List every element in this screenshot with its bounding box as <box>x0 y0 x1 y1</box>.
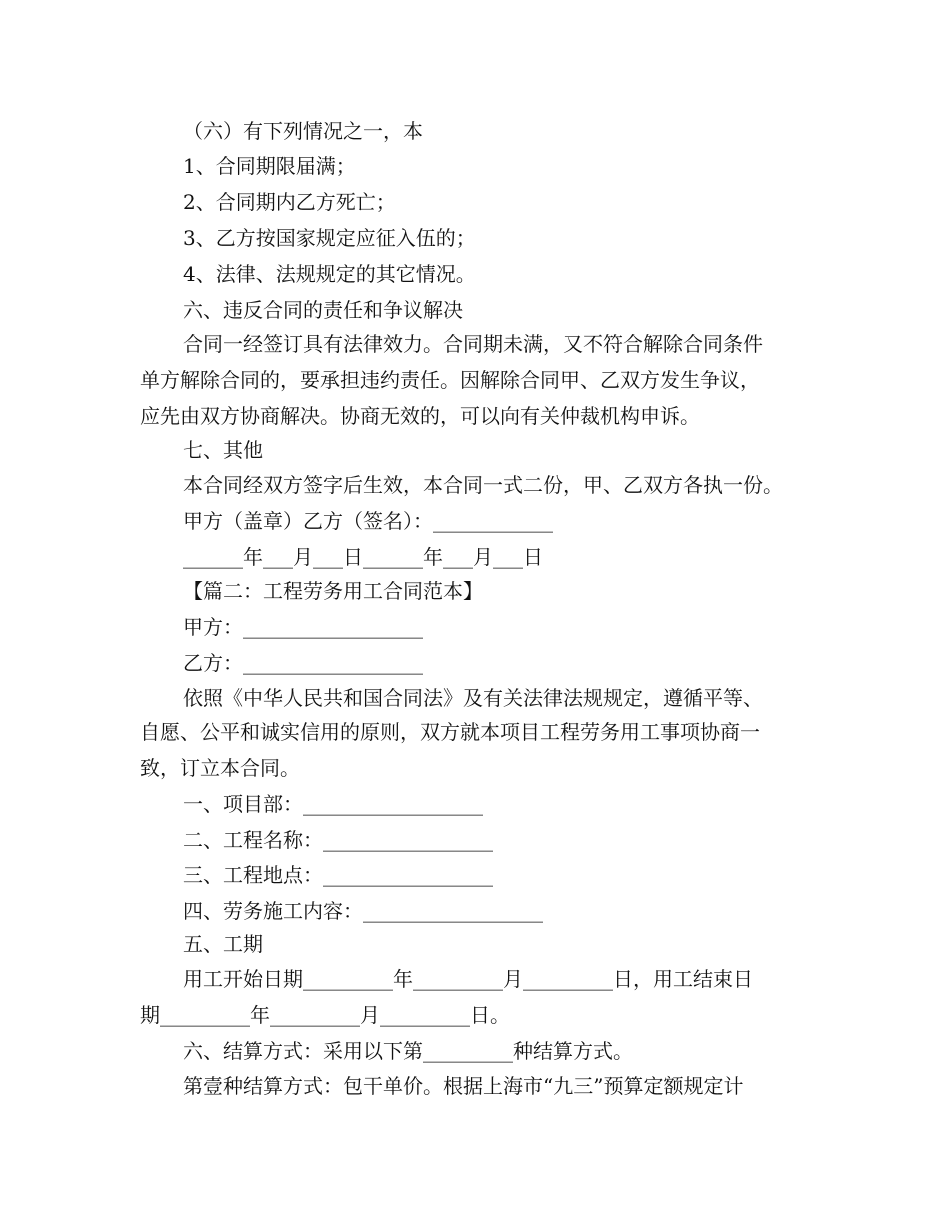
paragraph-line: 单方解除合同的，要承担违约责任。因解除合同甲、乙双方发生争议， <box>140 368 760 392</box>
paragraph-line: 合同一经签订具有法律效力。合同期未满，又不符合解除合同条件 <box>183 332 763 356</box>
signature-line: 甲方（盖章）乙方（签名）：____________ <box>183 509 553 533</box>
project-dept-field: 一、项目部：__________________ <box>183 792 483 816</box>
project-name-field: 二、工程名称：_________________ <box>183 828 493 852</box>
paragraph-line: 自愿、公平和诚实信用的原则，双方就本项目工程劳务用工事项协商一 <box>140 720 760 744</box>
period-heading: 五、工期 <box>183 932 263 956</box>
project-location-field: 三、工程地点：_________________ <box>183 863 493 887</box>
settlement-heading: 六、结算方式：采用以下第_________种结算方式。 <box>183 1039 633 1063</box>
list-item-3: 3、乙方按国家规定应征入伍的； <box>183 226 476 250</box>
chapter-title: 【篇二：工程劳务用工合同范本】 <box>183 579 483 603</box>
paragraph-line: 应先由双方协商解决。协商无效的，可以向有关仲裁机构申诉。 <box>140 404 700 428</box>
section-6-heading: 六、违反合同的责任和争议解决 <box>183 298 463 322</box>
labor-content-field: 四、劳务施工内容：__________________ <box>183 899 543 923</box>
paragraph-line: 依照《中华人民共和国合同法》及有关法律法规规定，遵循平等、 <box>183 686 763 710</box>
date-line: ______年___月___日______年___月___日 <box>183 545 543 569</box>
paragraph-line: 本合同经双方签字后生效，本合同一式二份，甲、乙双方各执一份。 <box>183 473 783 497</box>
section-7-heading: 七、其他 <box>183 438 263 462</box>
paragraph-line: 致，订立本合同。 <box>140 756 300 780</box>
party-b-line: 乙方：__________________ <box>183 651 423 675</box>
list-item-2: 2、合同期内乙方死亡； <box>183 190 396 214</box>
period-end-line: 期_________年_________月_________日。 <box>140 1003 510 1027</box>
party-a-line: 甲方：__________________ <box>183 615 423 639</box>
list-item-4: 4、法律、法规规定的其它情况。 <box>183 262 476 286</box>
period-start-line: 用工开始日期_________年_________月_________日，用工结束日 <box>183 967 753 991</box>
list-item-1: 1、合同期限届满； <box>183 154 356 178</box>
clause-6-heading: （六）有下列情况之一，本 <box>183 119 423 143</box>
settlement-method-1: 第壹种结算方式：包干单价。根据上海市“九三”预算定额规定计 <box>183 1074 744 1098</box>
